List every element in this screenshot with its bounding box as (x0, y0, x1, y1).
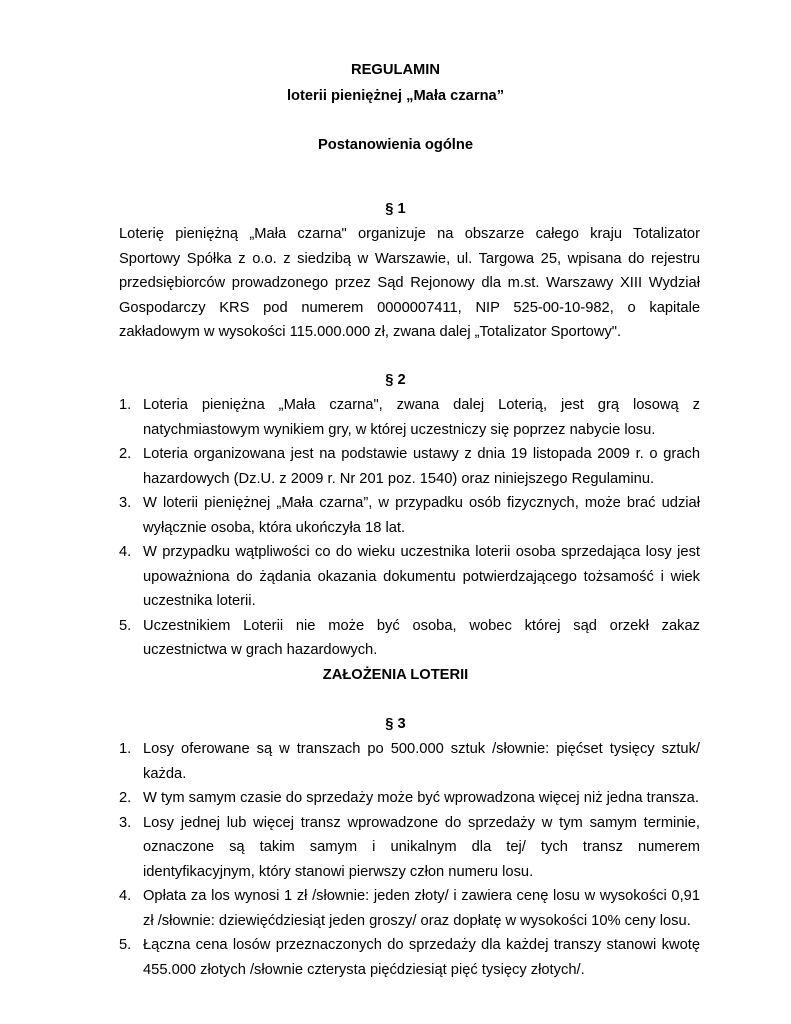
list-item (119, 491, 700, 540)
list-item (119, 811, 700, 885)
list-item (119, 884, 700, 933)
list-item (119, 540, 700, 614)
lottery-assumptions-heading: ZAŁOŻENIA LOTERII (322, 667, 469, 683)
list-item (119, 442, 700, 491)
list-item-number: 1. (119, 741, 132, 757)
document-subtitle: loterii pieniężnej „Mała czarna” (286, 88, 505, 104)
list-item-number: 3. (119, 814, 132, 831)
list-item-number: 2. (119, 446, 132, 462)
list-item-text: Łączna cena losów przeznaczonych do sprzedaży dla każdej transzy stanowi kwotę 455.000 złotych /słownie czterysta pięćdziesiąt pięć tysięcy złotych/. (143, 937, 700, 978)
list-item-text: W przypadku wątpliwości co do wieku uczestnika loterii osoba sprzedająca losy jest upoważniona do żądania okazania dokumentu potwierdzającego tożsamość i wiek uczestnika loterii. (143, 544, 700, 609)
list-item-text: Losy jednej lub więcej transz wprowadzone do sprzedaży w tym samym terminie, oznaczone są takim samym i unikalnym dla tej/ tych transz numerem identyfikacyjnym, który stanowi pierwszy człon numeru losu. (143, 814, 700, 880)
section-3-heading: § 3 (385, 716, 406, 732)
document-title: REGULAMIN (351, 62, 440, 78)
list-item-text: W tym samym czasie do sprzedaży może być wprowadzona więcej niż jedna transza. (143, 790, 699, 806)
list-item-text: Uczestnikiem Loterii nie może być osoba, wobec której sąd orzekł zakaz uczestnictwa w grach hazardowych. (143, 617, 700, 658)
general-provisions-heading: Postanowienia ogólne (317, 137, 474, 153)
list-item-text: Loteria pieniężna „Mała czarna", zwana dalej Loterią, jest grą losową z natychmiastowym wynikiem gry, w której uczestniczy się poprzez nabycie losu. (143, 397, 700, 438)
list-item-text: Loteria organizowana jest na podstawie ustawy z dnia 19 listopada 2009 r. o grach hazardowych (Dz.U. z 2009 r. Nr 201 poz. 1540) oraz niniejszego Regulaminu. (143, 446, 700, 487)
section-2-list (119, 393, 700, 663)
list-item-number: 3. (119, 495, 132, 511)
list-item (119, 393, 700, 442)
list-item-text: W loterii pieniężnej „Mała czarna”, w przypadku osób fizycznych, może brać udział wyłącznie osoba, która ukończyła 18 lat. (143, 495, 700, 536)
list-item-number: 5. (119, 617, 132, 634)
section-2-heading: § 2 (385, 372, 406, 388)
list-item (119, 786, 700, 811)
list-item-number: 2. (119, 790, 132, 806)
list-item-number: 4. (119, 544, 132, 560)
list-item-number: 4. (119, 888, 132, 904)
list-item (119, 933, 700, 982)
section-1-heading: § 1 (385, 201, 406, 217)
list-item-number: 1. (119, 397, 132, 413)
section-3-list (119, 737, 700, 982)
list-item-text: Opłata za los wynosi 1 zł /słownie: jeden złoty/ i zawiera cenę losu w wysokości 0,91 zł /słownie: dziewięćdziesiąt jeden groszy/ oraz dopłatę w wysokości 10% ceny losu. (143, 888, 700, 929)
list-item-number: 5. (119, 937, 132, 953)
list-item (119, 614, 700, 663)
list-item-text: Losy oferowane są w transzach po 500.000 sztuk /słownie: pięćset tysięcy sztuk/ każda. (143, 741, 700, 782)
list-item (119, 737, 700, 786)
section-1-paragraph: Loterię pieniężną „Mała czarna" organizuje na obszarze całego kraju Totalizator Sportowy Spółka z o.o. z siedzibą w Warszawie, ul. Targowa 25, wpisana do rejestru przedsiębiorców prowadzonego przez Sąd Rejonowy dla m.st. Warszawy XIII Wydział Gospodarczy KRS pod numerem 0000007411, NIP 525-00-10-982, o kapitale zakładowym w wysokości 115.000.000 zł, zwana dalej „Totalizator Sportowy". (119, 226, 700, 340)
